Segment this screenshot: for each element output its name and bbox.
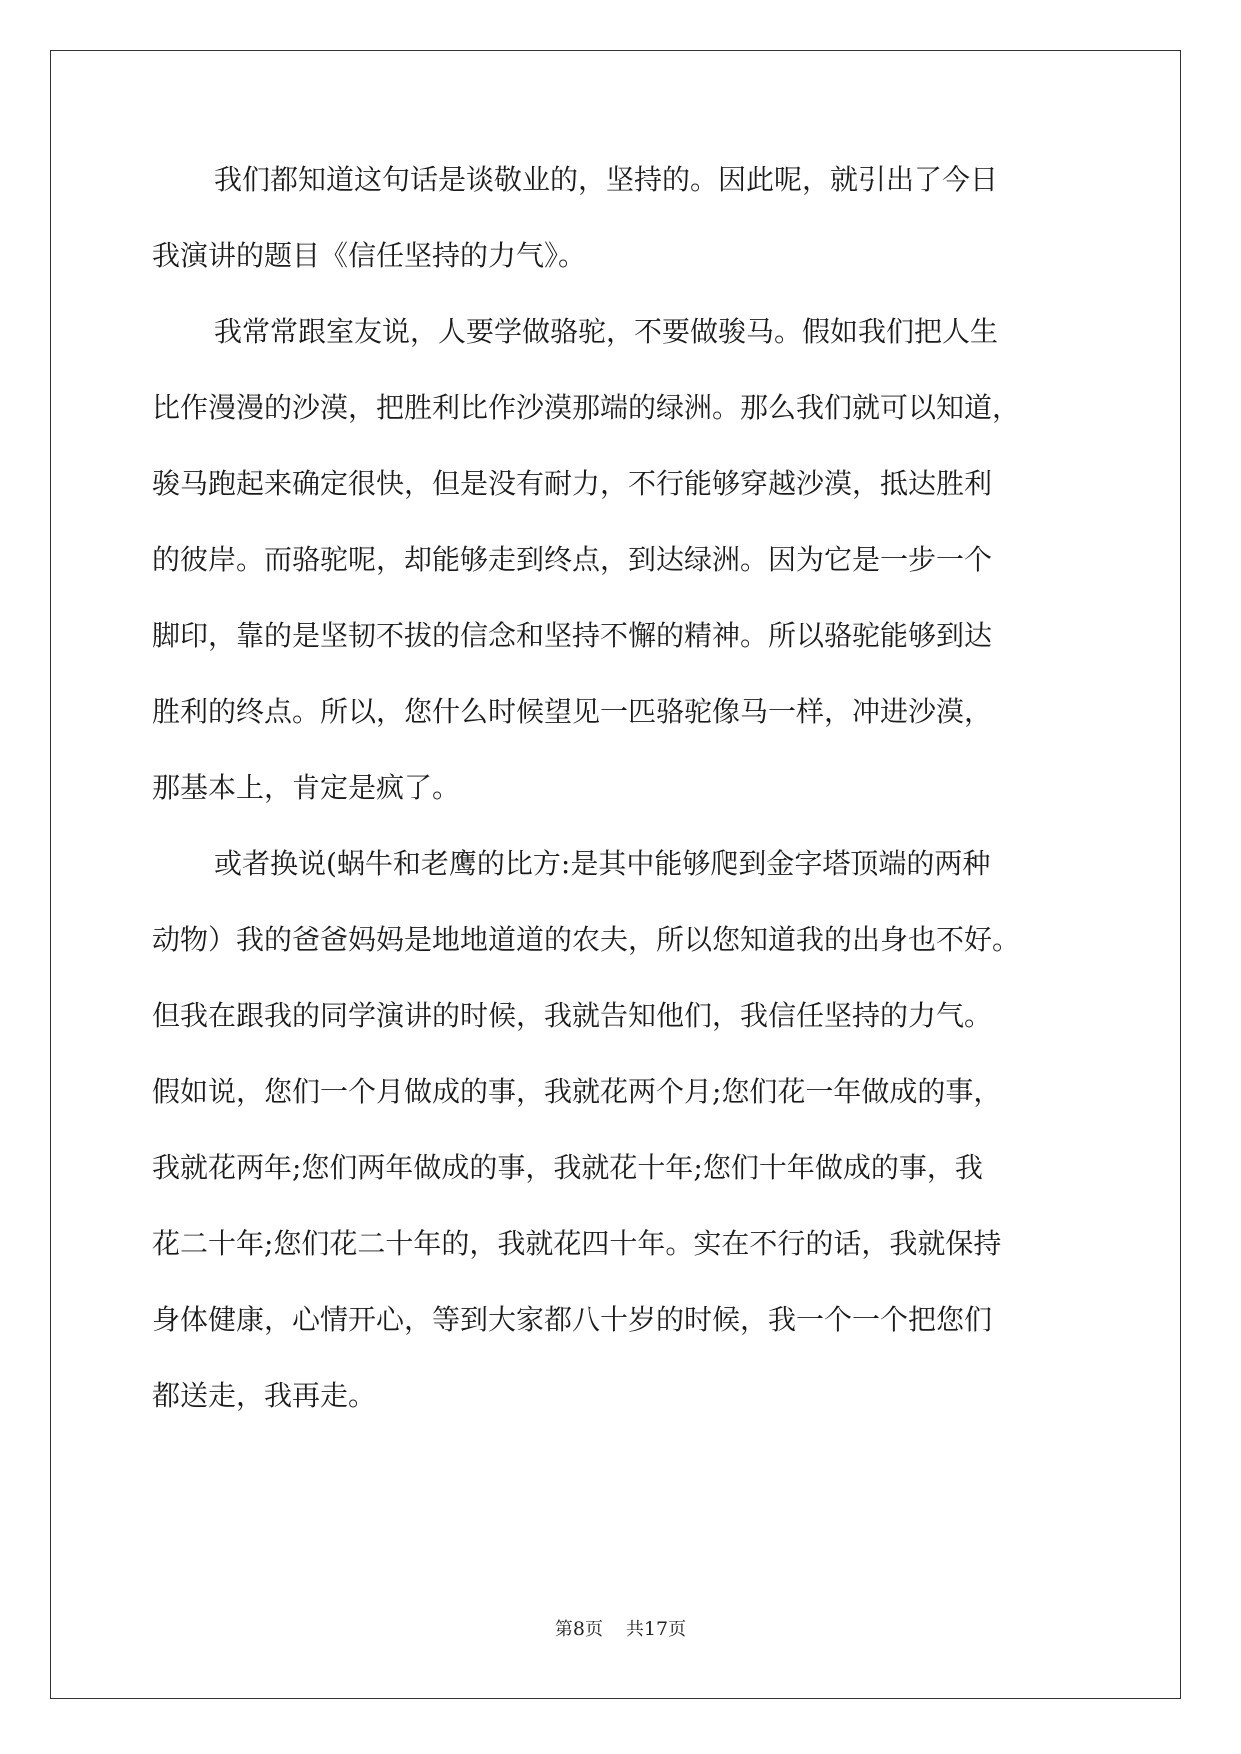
- footer-page-number: 8: [572, 1618, 585, 1640]
- paragraph-2-line-1: 我常常跟室友说，人要学做骆驼，不要做骏马。假如我们把人生: [214, 315, 999, 348]
- paragraph-2-line-3: 骏马跑起来确定很快，但是没有耐力，不行能够穿越沙漠，抵达胜利: [152, 467, 993, 500]
- footer-total-pages: 17: [643, 1618, 669, 1640]
- paragraph-3-line-3: 但我在跟我的同学演讲的时候，我就告知他们，我信任坚持的力气。: [152, 999, 993, 1032]
- paragraph-2-line-5: 脚印，靠的是坚韧不拔的信念和坚持不懈的精神。所以骆驼能够到达: [152, 619, 993, 652]
- paragraph-3-line-8: 都送走，我再走。: [152, 1379, 377, 1412]
- paragraph-3-line-6: 花二十年;您们花二十年的，我就花四十年。实在不行的话，我就保持: [152, 1227, 1002, 1260]
- footer-page-suffix: 页: [585, 1619, 603, 1640]
- paragraph-3-line-4: 假如说，您们一个月做成的事，我就花两个月;您们花一年做成的事，: [152, 1075, 1002, 1108]
- paragraph-3-line-7: 身体健康，心情开心，等到大家都八十岁的时候，我一个一个把您们: [152, 1303, 993, 1336]
- footer-total-prefix: 共: [625, 1619, 644, 1640]
- paragraph-2-line-4: 的彼岸。而骆驼呢，却能够走到终点，到达绿洲。因为它是一步一个: [152, 543, 993, 576]
- paragraph-2-line-2: 比作漫漫的沙漠，把胜利比作沙漠那端的绿洲。那么我们就可以知道，: [152, 391, 1021, 424]
- paragraph-3-line-5: 我就花两年;您们两年做成的事，我就花十年;您们十年做成的事，我: [152, 1151, 983, 1184]
- paragraph-2-line-6: 胜利的终点。所以，您什么时候望见一匹骆驼像马一样，冲进沙漠，: [152, 695, 993, 728]
- paragraph-1-line-1: 我们都知道这句话是谈敬业的，坚持的。因此呢，就引出了今日: [214, 163, 999, 196]
- paragraph-1-line-2: 我演讲的题目《信任坚持的力气》。: [152, 239, 587, 272]
- paragraph-2-line-7: 那基本上，肯定是疯了。: [152, 771, 461, 804]
- paragraph-3-line-2: 动物）我的爸爸妈妈是地地道道的农夫，所以您知道我的出身也不好。: [152, 923, 1021, 956]
- page-footer: [0, 1615, 1241, 1641]
- footer-page-prefix: 第: [554, 1619, 573, 1640]
- paragraph-3-line-1: 或者换说(蜗牛和老鹰的比方:是其中能够爬到金字塔顶端的两种: [214, 847, 991, 880]
- footer-total-suffix: 页: [668, 1619, 687, 1640]
